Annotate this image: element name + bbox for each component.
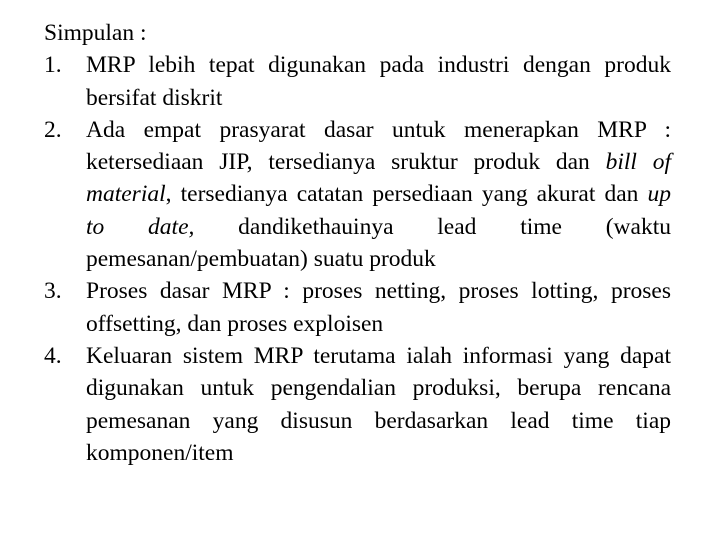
italic-term-bill-of-material: bill of material: [86, 149, 672, 208]
list-item-text: dandikethauinya lead time (waktu pemesanan/pembuatan) suatu produk: [86, 213, 671, 273]
list-item-text: Ada empat prasyarat dasar untuk menerapkan MRP : ketersediaan JIP, tersedianya sruktur produk dan: [86, 116, 671, 176]
list-item-text: MRP lebih tepat digunakan pada industri dengan produk bersifat diskrit: [86, 52, 671, 111]
list-number: 2.: [44, 116, 62, 143]
slide-content: [44, 17, 671, 469]
list-number: 4.: [44, 342, 62, 369]
list-item-3: [44, 275, 671, 340]
conclusion-heading: Simpulan :: [44, 20, 147, 46]
list-item-text: Keluaran sistem MRP terutama ialah informasi yang dapat digunakan untuk pengendalian produksi, berupa rencana pemesanan yang disusun berdasarkan lead time tiap komponen/item: [86, 342, 671, 466]
italic-term-up-to-date: up to date,: [86, 181, 671, 240]
list-number: 1.: [44, 52, 62, 79]
list-item-4: [44, 340, 671, 469]
list-item-1: [44, 49, 671, 114]
list-item-text: Proses dasar MRP : proses netting, proses lotting, proses offsetting, dan proses exploisen: [86, 278, 671, 337]
list-item-text: , tersedianya catatan persediaan yang akurat dan: [165, 181, 648, 208]
list-item-2: [44, 114, 671, 275]
conclusion-list: [44, 49, 671, 469]
list-number: 3.: [44, 278, 62, 305]
